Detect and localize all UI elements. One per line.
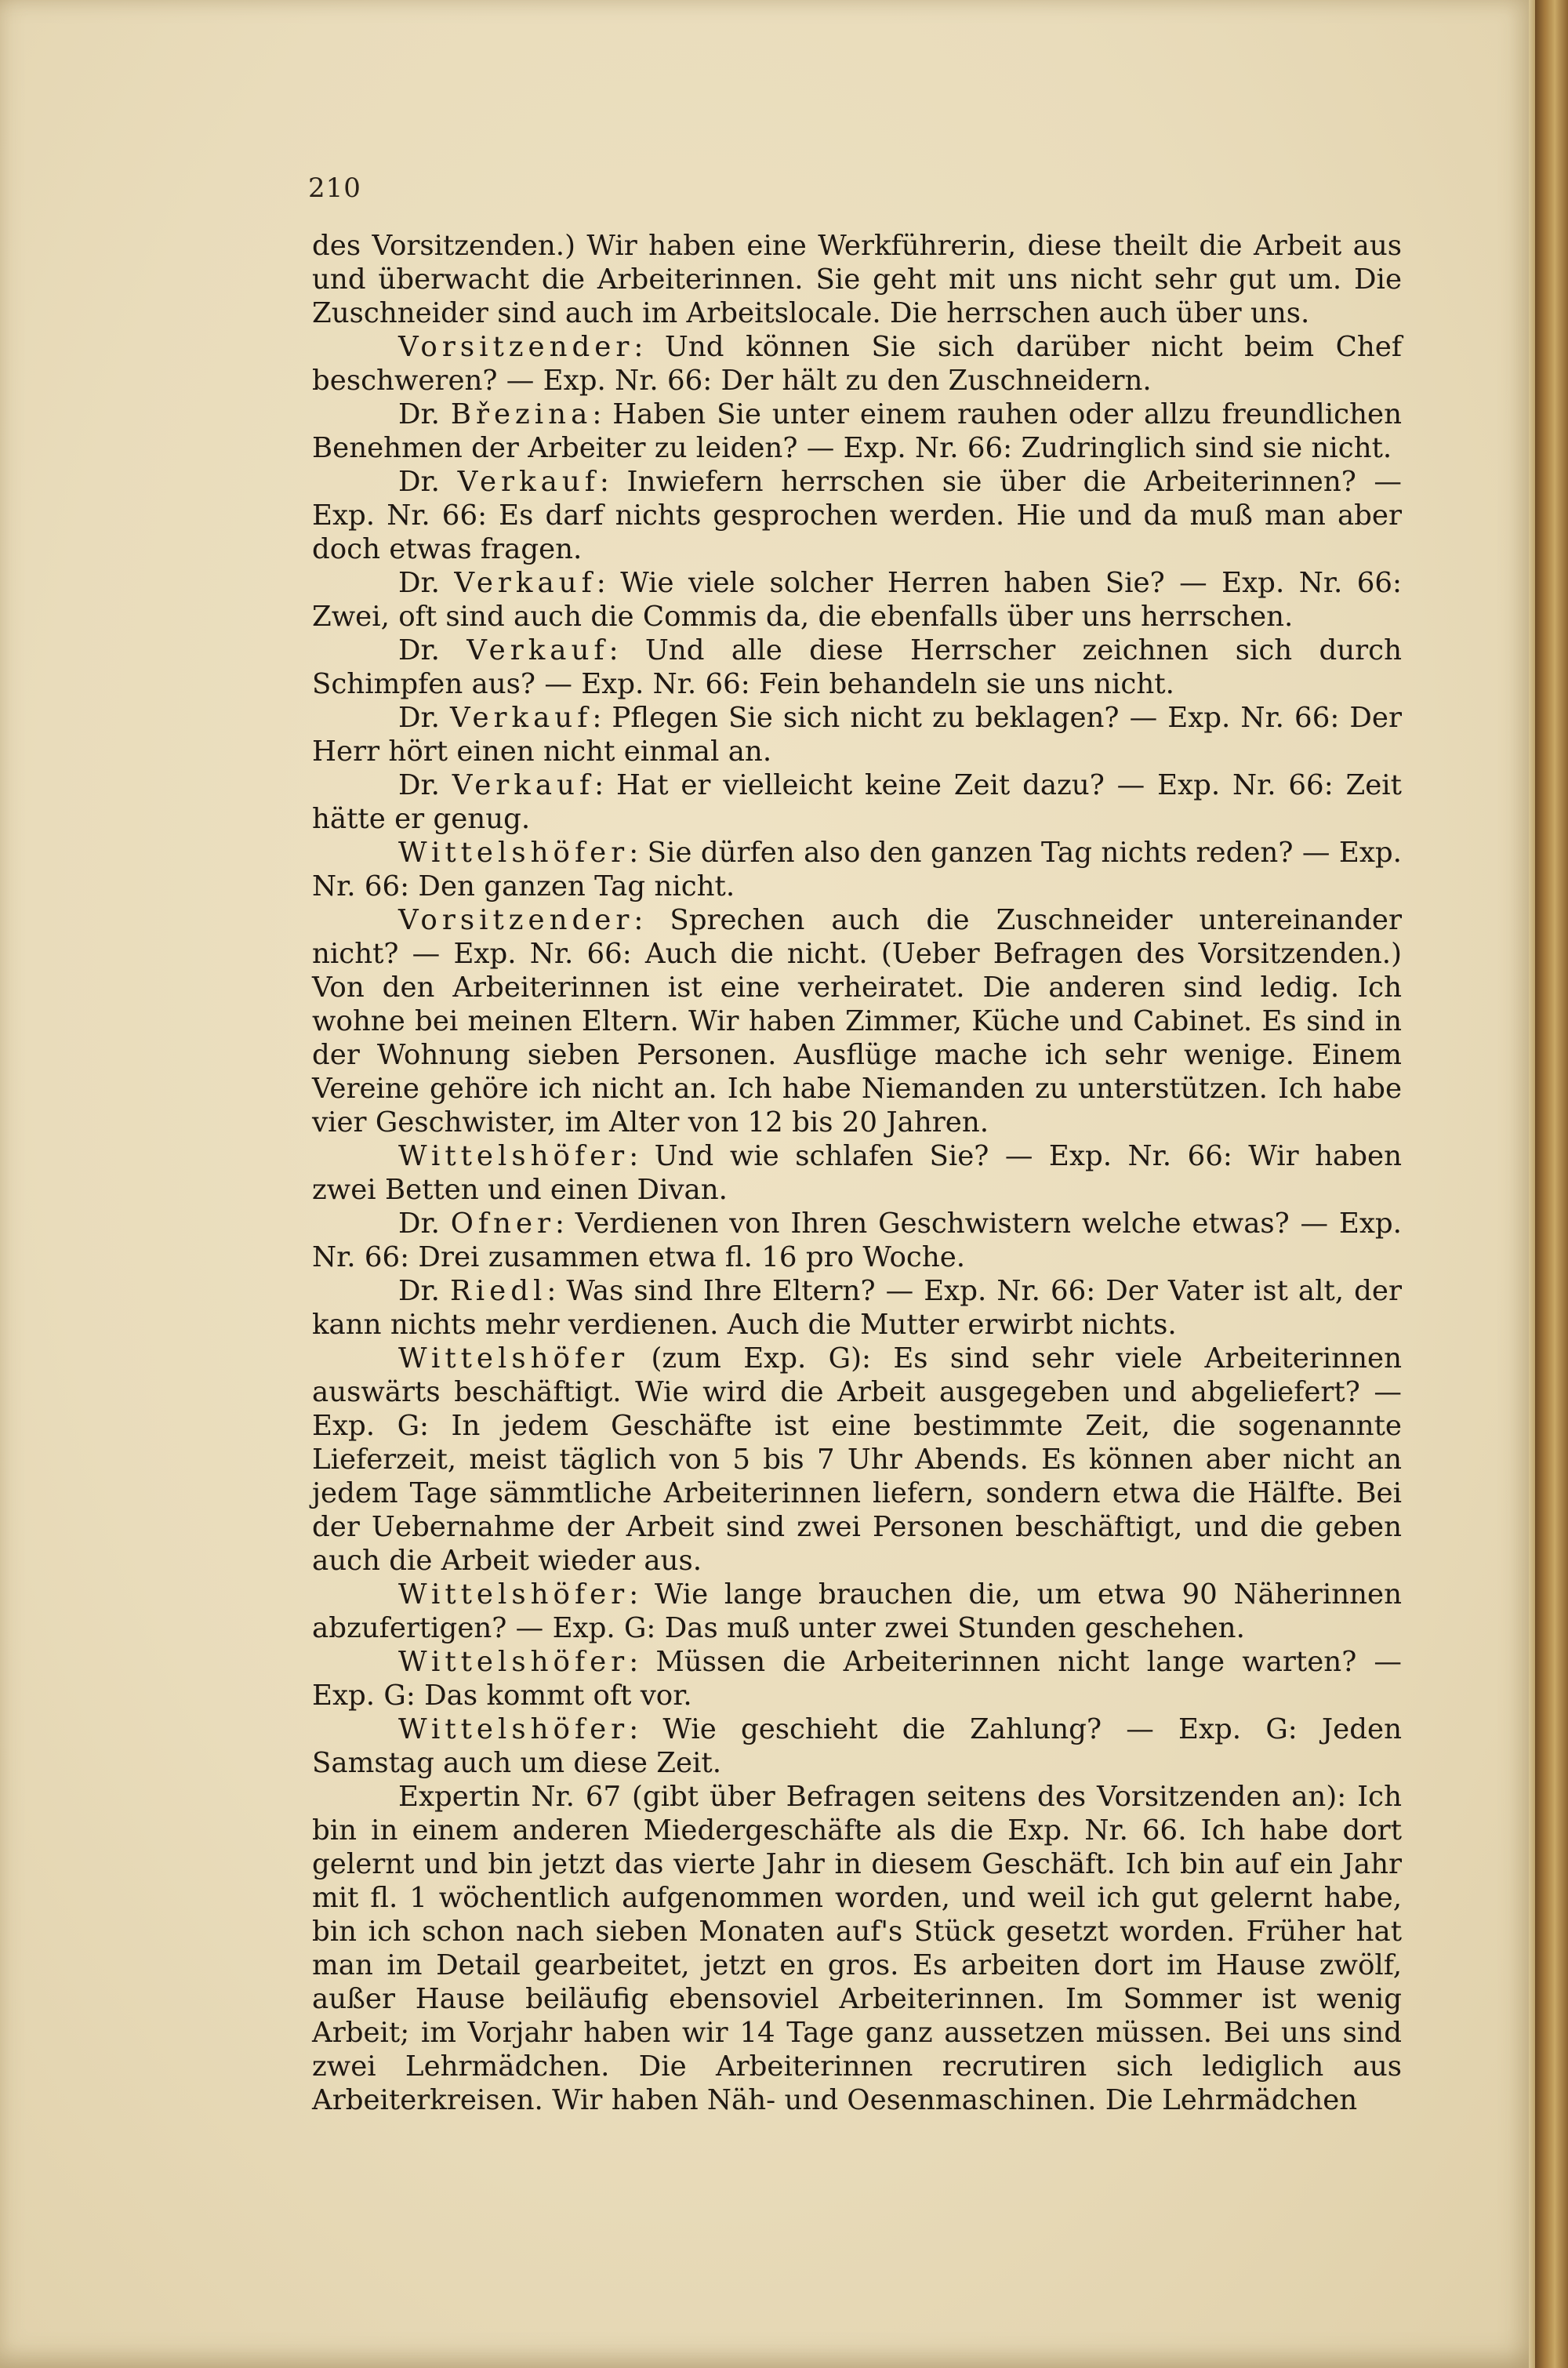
text-segment: : Wie viele solcher Herren haben Sie? — Exp. Nr. 66: Zwei, oft sind auch die Commis da, die ebenfalls über uns herrschen. [312, 567, 1402, 633]
text-segment: Dr. [398, 567, 455, 599]
text-segment: Dr. [398, 398, 451, 430]
text-segment: (zum Exp. G): Es sind sehr viele Arbeiterinnen auswärts beschäftigt. Wie wird die Arbeit ausgegeben und abgeliefert? — Exp. G: In jedem Geschäfte ist eine bestimmte Zeit, die sogenannte Lieferzeit, meist täglich von 5 bis 7 Uhr Abends. Es können aber nicht an jedem Tage sämmtliche Arbeiterinnen liefern, sondern etwa die Hälfte. Bei der Uebernahme der Arbeit sind zwei Personen beschäftigt, und die geben auch die Arbeit wieder aus. [312, 1342, 1402, 1577]
paragraph [312, 1578, 1402, 1645]
speaker-name: Wittelshöfer [398, 1646, 630, 1678]
paragraph [312, 566, 1402, 634]
speaker-name: Ofner [450, 1208, 556, 1240]
text-segment: : Müssen die Arbeiterinnen nicht lange warten? — Exp. G: Das kommt oft vor. [312, 1646, 1402, 1712]
body-text [312, 229, 1402, 2117]
speaker-name: Verkauf [450, 702, 593, 734]
speaker-name: Verkauf [466, 634, 609, 666]
speaker-name: Verkauf [454, 567, 597, 599]
text-segment: des Vorsitzenden.) Wir haben eine Werkführerin, diese theilt die Arbeit aus und überwacht die Arbeiterinnen. Sie geht mit uns nicht sehr gut um. Die Zuschneider sind auch im Arbeitslocale. Die herrschen auch über uns. [312, 230, 1402, 329]
speaker-name: Riedl [449, 1275, 547, 1307]
text-segment: : Und können Sie sich darüber nicht beim Chef beschweren? — Exp. Nr. 66: Der hält zu den Zuschneidern. [312, 331, 1402, 397]
paragraph [312, 1207, 1402, 1274]
text-segment: Dr. [398, 1275, 450, 1307]
text-segment: Dr. [398, 466, 458, 498]
text-segment: : Inwiefern herrschen sie über die Arbeiterinnen? — Exp. Nr. 66: Es darf nichts gesprochen werden. Hie und da muß man aber doch etwas fragen. [312, 466, 1403, 565]
speaker-name: Wittelshöfer [398, 1713, 630, 1745]
speaker-name: Verkauf [452, 769, 595, 801]
text-segment: : Hat er vielleicht keine Zeit dazu? — Exp. Nr. 66: Zeit hätte er genug. [312, 769, 1402, 835]
paragraph [312, 398, 1402, 465]
book-spine [1535, 0, 1568, 2368]
text-segment: Dr. [398, 634, 467, 666]
text-segment: : Und alle diese Herrscher zeichnen sich durch Schimpfen aus? — Exp. Nr. 66: Fein behandeln sie uns nicht. [312, 634, 1402, 700]
text-segment: : Haben Sie unter einem rauhen oder allzu freundlichen Benehmen der Arbeiter zu leiden? — Exp. Nr. 66: Zudringlich sind sie nicht. [312, 398, 1402, 464]
paragraph [312, 836, 1402, 903]
text-segment: : Sie dürfen also den ganzen Tag nichts reden? — Exp. Nr. 66: Den ganzen Tag nicht. [312, 837, 1402, 903]
speaker-name: Wittelshöfer [398, 1342, 630, 1375]
paragraph [312, 330, 1402, 398]
text-segment: : Was sind Ihre Eltern? — Exp. Nr. 66: Der Vater ist alt, der kann nichts mehr verdienen. Auch die Mutter erwirbt nichts. [312, 1275, 1402, 1341]
paragraph [312, 465, 1402, 566]
text-segment: : Sprechen auch die Zuschneider untereinander nicht? — Exp. Nr. 66: Auch die nicht. (Ueber Befragen des Vorsitzenden.) Von den Arbeiterinnen ist eine verheiratet. Die anderen sind ledig. Ich wohne bei meinen Eltern. Wir haben Zimmer, Küche und Cabinet. Es sind in der Wohnung sieben Personen. Ausflüge mache ich sehr wenige. Einem Vereine gehöre ich nicht an. Ich habe Niemanden zu unterstützen. Ich habe vier Geschwister, im Alter von 12 bis 20 Jahren. [312, 904, 1402, 1139]
paragraph [312, 1342, 1402, 1578]
text-segment: Expertin Nr. 67 (gibt über Befragen seitens des Vorsitzenden an): Ich bin in einem anderen Miedergeschäfte als die Exp. Nr. 66. Ich habe dort gelernt und bin jetzt das vierte Jahr in diesem Geschäft. Ich bin auf ein Jahr mit fl. 1 wöchentlich aufgenommen worden, und weil ich gut gelernt habe, bin ich schon nach sieben Monaten auf's Stück gesetzt worden. Früher hat man im Detail gearbeitet, jetzt en gros. Es arbeiten dort im Hause zwölf, außer Hause beiläufig ebensoviel Arbeiterinnen. Im Sommer ist wenig Arbeit; im Vorjahr haben wir 14 Tage ganz aussetzen müssen. Bei uns sind zwei Lehrmädchen. Die Arbeiterinnen recrutiren sich lediglich aus Arbeiterkreisen. Wir haben Näh- und Oesenmaschinen. Die Lehrmädchen [312, 1781, 1402, 2116]
speaker-name: Wittelshöfer [398, 1140, 630, 1172]
text-segment: : Und wie schlafen Sie? — Exp. Nr. 66: Wir haben zwei Betten und einen Divan. [312, 1140, 1402, 1206]
paragraph [312, 701, 1402, 768]
paragraph [312, 229, 1402, 330]
page-number: 210 [308, 173, 361, 204]
text-segment: Dr. [398, 769, 452, 801]
paragraph [312, 903, 1402, 1139]
speaker-name: Wittelshöfer [398, 1578, 630, 1611]
text-segment: : Pflegen Sie sich nicht zu beklagen? — Exp. Nr. 66: Der Herr hört einen nicht einmal an. [312, 702, 1402, 768]
paragraph [312, 1712, 1402, 1780]
text-segment: Dr. [398, 1208, 451, 1240]
paragraph [312, 634, 1402, 701]
paragraph [312, 1645, 1402, 1712]
paragraph [312, 1139, 1402, 1207]
text-segment: : Wie lange brauchen die, um etwa 90 Näherinnen abzufertigen? — Exp. G: Das muß unter zwei Stunden geschehen. [312, 1578, 1402, 1644]
speaker-name: Verkauf [457, 466, 600, 498]
speaker-name: Březina [450, 398, 593, 430]
speaker-name: Wittelshöfer [398, 837, 630, 869]
paragraph [312, 768, 1402, 836]
paragraph [312, 1780, 1402, 2117]
paragraph [312, 1274, 1402, 1342]
text-segment: Dr. [398, 702, 451, 734]
text-segment: : Verdienen von Ihren Geschwistern welche etwas? — Exp. Nr. 66: Drei zusammen etwa fl. 16 pro Woche. [312, 1208, 1402, 1273]
speaker-name: Vorsitzender [398, 904, 634, 936]
speaker-name: Vorsitzender [398, 331, 634, 363]
text-segment: : Wie geschieht die Zahlung? — Exp. G: Jeden Samstag auch um diese Zeit. [312, 1713, 1402, 1779]
